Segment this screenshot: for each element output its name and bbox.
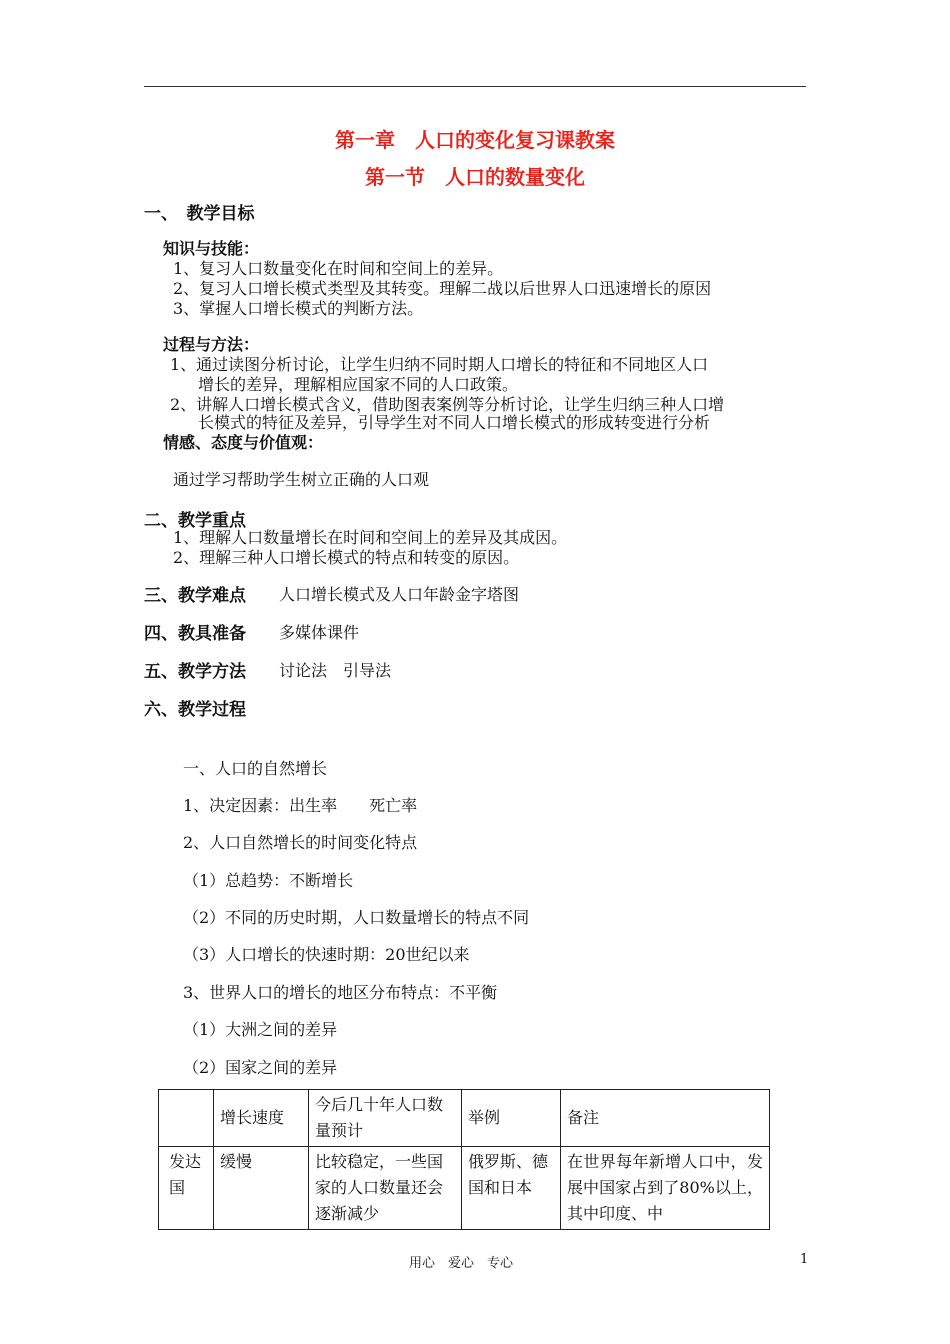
table-header-cell: 举例 — [462, 1090, 561, 1147]
difficulty-text: 人口增长模式及人口年龄金字塔图 — [279, 585, 520, 604]
footer-motto: 用心 爱心 专心 — [409, 1256, 514, 1271]
table-header-cell — [159, 1090, 214, 1147]
process-item: 2、讲解人口增长模式含义，借助图表案例等分析讨论，让学生归纳三种人口增 — [170, 395, 725, 414]
key-points-heading: 二、教学重点 — [144, 511, 246, 531]
process-item-continued: 增长的差异，理解相应国家不同的人口政策。 — [198, 375, 519, 394]
process-line: （3）人口增长的快速时期：20世纪以来 — [183, 945, 470, 964]
process-line: （2）不同的历史时期，人口数量增长的特点不同 — [183, 908, 530, 927]
knowledge-item: 2、复习人口增长模式类型及其转变。理解二战以后世界人口迅速增长的原因 — [173, 279, 712, 298]
document-title: 第一章 人口的变化复习课教案 — [335, 128, 615, 152]
process-line: （1）总趋势：不断增长 — [183, 871, 354, 890]
process-line: 一、人口的自然增长 — [183, 759, 328, 778]
page-number: 1 — [800, 1252, 809, 1267]
table-header-cell: 备注 — [561, 1090, 770, 1147]
tools-heading: 四、教具准备 — [144, 624, 246, 644]
table-header-cell: 增长速度 — [214, 1090, 309, 1147]
document-subtitle: 第一节 人口的数量变化 — [365, 165, 585, 189]
process-line: 1、决定因素：出生率 死亡率 — [183, 796, 418, 815]
table-row — [159, 1147, 770, 1230]
tools-text: 多媒体课件 — [279, 623, 360, 642]
table-cell: 缓慢 — [214, 1147, 309, 1230]
header-rule — [144, 86, 806, 87]
process-line: 3、世界人口的增长的地区分布特点：不平衡 — [183, 983, 498, 1002]
process-label: 过程与方法： — [163, 335, 260, 354]
table-cell: 比较稳定，一些国家的人口数量还会逐渐减少 — [309, 1147, 462, 1230]
knowledge-item: 1、复习人口数量变化在时间和空间上的差异。 — [173, 259, 504, 278]
process-line: （2）国家之间的差异 — [183, 1058, 338, 1077]
methods-heading: 五、教学方法 — [144, 662, 246, 682]
process-item-continued: 长模式的特征及差异，引导学生对不同人口增长模式的形成转变进行分析 — [198, 413, 711, 432]
difficulty-heading: 三、教学难点 — [144, 586, 246, 606]
table-cell: 在世界每年新增人口中，发展中国家占到了80%以上，其中印度、中 — [561, 1147, 770, 1230]
population-table — [158, 1089, 770, 1230]
key-point-item: 2、理解三种人口增长模式的特点和转变的原因。 — [173, 548, 520, 567]
table-cell: 发达国 — [159, 1147, 214, 1230]
knowledge-item: 3、掌握人口增长模式的判断方法。 — [173, 299, 424, 318]
process-item: 1、通过读图分析讨论，让学生归纳不同时期人口增长的特征和不同地区人口 — [170, 355, 709, 374]
process-heading: 六、教学过程 — [144, 700, 246, 720]
emotion-text: 通过学习帮助学生树立正确的人口观 — [173, 470, 430, 489]
key-point-item: 1、理解人口数量增长在时间和空间上的差异及其成因。 — [173, 528, 568, 547]
process-line: 2、人口自然增长的时间变化特点 — [183, 833, 418, 852]
table-cell: 俄罗斯、德国和日本 — [462, 1147, 561, 1230]
emotion-label: 情感、态度与价值观： — [163, 433, 324, 452]
knowledge-label: 知识与技能： — [163, 239, 260, 258]
process-line: （1）大洲之间的差异 — [183, 1020, 338, 1039]
table-header-row — [159, 1090, 770, 1147]
methods-text: 讨论法 引导法 — [279, 661, 392, 680]
goals-heading: 一、 教学目标 — [144, 204, 255, 224]
table-header-cell: 今后几十年人口数量预计 — [309, 1090, 462, 1147]
